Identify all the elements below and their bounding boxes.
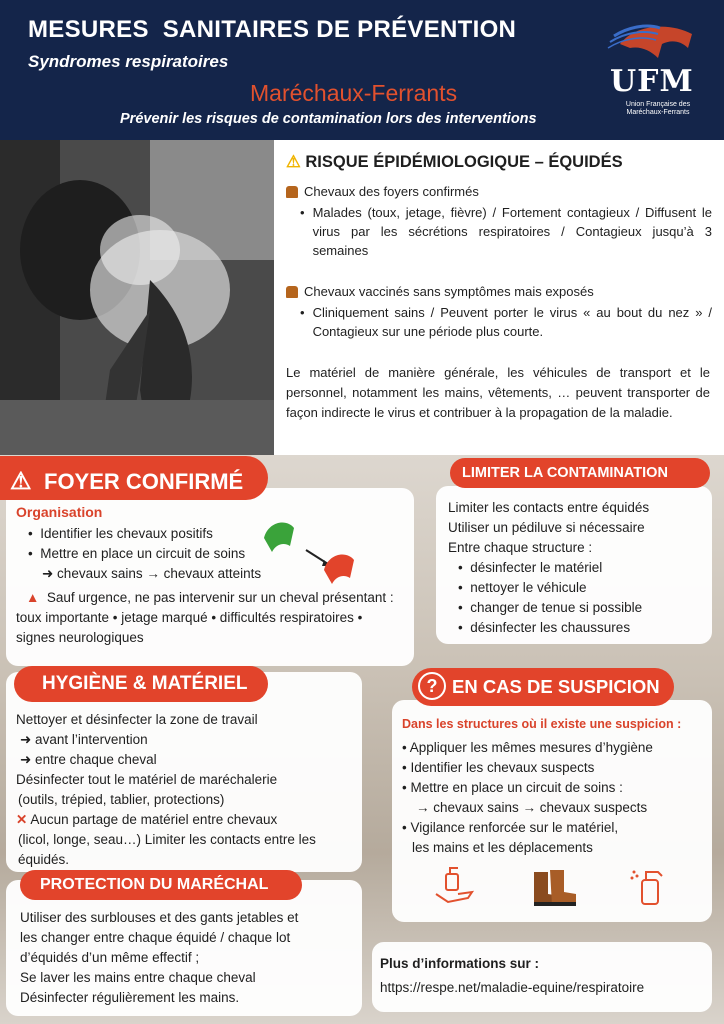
warning-icon: ▲	[26, 590, 40, 605]
warning-icon: ⚠	[286, 153, 301, 171]
text-line: Utiliser un pédiluve si nécessaire	[448, 520, 645, 535]
info-link[interactable]: https://respe.net/maladie-equine/respiratoire	[380, 980, 645, 995]
foyer-card	[6, 488, 414, 666]
foyer-banner: ⚠ FOYER CONFIRMÉ	[0, 456, 268, 500]
boots-icon	[530, 866, 578, 910]
text-line: Nettoyer et désinfecter la zone de travail	[16, 712, 258, 727]
suspicion-intro: Dans les structures où il existe une suspicion :	[402, 717, 682, 731]
hygiene-banner: HYGIÈNE & MATÉRIEL	[14, 666, 268, 702]
spray-bottle-icon	[628, 864, 672, 908]
list-item: • Identifier les chevaux positifs	[28, 526, 213, 541]
list-item: • Mettre en place un circuit de soins	[28, 546, 246, 561]
text-line: ✕ Aucun partage de matériel entre chevaux	[16, 812, 278, 827]
risk-group-vaccinated: Chevaux vaccinés sans symptômes mais exposés • Cliniquement sains / Peuvent porter le virus « au bout du nez » / Contagieux sur une période plus courte.	[286, 284, 712, 341]
header-banner	[0, 0, 724, 140]
info-card	[372, 942, 712, 1012]
warning-icon: ⚠	[10, 468, 32, 495]
group-item: Cliniquement sains / Peuvent porter le virus « au bout du nez » / Contagieux sur une période plus courte.	[312, 305, 712, 339]
text-line: (outils, trépied, tablier, protections)	[18, 792, 225, 807]
group-heading: Chevaux des foyers confirmés	[304, 184, 479, 199]
list-item: • changer de tenue si possible	[458, 600, 643, 615]
circuit-line: → chevaux sains → chevaux suspects	[416, 800, 648, 815]
text-line: Utiliser des surblouses et des gants jetables et	[20, 910, 299, 925]
text-line: ➜ avant l’intervention	[20, 732, 148, 747]
text-line: Désinfecter régulièrement les mains.	[20, 990, 240, 1005]
list-item: • Mettre en place un circuit de soins :	[402, 780, 623, 795]
hand-wash-icon	[428, 864, 478, 910]
question-icon: ?	[418, 672, 446, 700]
group-heading: Chevaux vaccinés sans symptômes mais exposés	[304, 284, 594, 299]
warning-text: ▲ Sauf urgence, ne pas intervenir sur un cheval présentant : toux importante • jetage marqué • difficultés respiratoires • signes neurologiques	[16, 590, 394, 645]
list-item: • Vigilance renforcée sur le matériel,	[402, 820, 619, 835]
suspicion-card	[392, 700, 712, 922]
page-title: MESURES SANITAIRES DE PRÉVENTION	[28, 16, 517, 43]
risk-group-confirmed: Chevaux des foyers confirmés • Malades (toux, jetage, fièvre) / Fortement contagieux / Diffusent le virus par les sécrétions respiratoires / Contagieux jusqu’à 3 semaines	[286, 184, 712, 260]
protection-banner: PROTECTION DU MARÉCHAL	[20, 870, 302, 900]
risk-panel	[274, 140, 724, 455]
risk-title-text: RISQUE ÉPIDÉMIOLOGIQUE – ÉQUIDÉS	[305, 153, 623, 171]
text-line: les mains et les déplacements	[412, 840, 593, 855]
hoof-icon	[286, 286, 298, 298]
text-line: (licol, longe, seau…) Limiter les contacts entre les équidés.	[18, 832, 316, 867]
circuit-line: ➜ chevaux sains → chevaux atteints	[42, 566, 262, 581]
list-item: • nettoyer le véhicule	[458, 580, 587, 595]
text-line: Limiter les contacts entre équidés	[448, 500, 650, 515]
text-line: les changer entre chaque équidé / chaque lot	[20, 930, 291, 945]
logo-caption: Union Française des Maréchaux-Ferrants	[625, 101, 691, 116]
text-line: d’équidés d’un même effectif ;	[20, 950, 200, 965]
text-line: Se laver les mains entre chaque cheval	[20, 970, 256, 985]
list-item: • Identifier les chevaux suspects	[402, 760, 595, 775]
horses-circuit-icon	[254, 508, 364, 588]
group-item: Malades (toux, jetage, fièvre) / Fortement contagieux / Diffusent le virus par les sécrétions respiratoires / Contagieux jusqu’à 3 semaines	[312, 205, 712, 258]
text-line: Désinfecter tout le matériel de maréchalerie	[16, 772, 278, 787]
farrier-photo	[0, 140, 274, 455]
list-item: • désinfecter les chaussures	[458, 620, 631, 635]
limiter-banner: LIMITER LA CONTAMINATION	[450, 458, 710, 488]
text-line: ➜ entre chaque cheval	[20, 752, 157, 767]
limiter-card	[436, 486, 712, 644]
organisation-heading: Organisation	[16, 504, 103, 520]
list-item: • désinfecter le matériel	[458, 560, 603, 575]
hoof-icon	[286, 186, 298, 198]
risk-paragraph: Le matériel de manière générale, les véhicules de transport et le personnel, notamment les mains, vêtements, … peuvent transporter de façon indirecte le virus et contribuer à la propagation de la maladie.	[286, 365, 710, 420]
tagline: Prévenir les risques de contamination lors des interventions	[120, 111, 537, 127]
cross-icon: ✕	[16, 812, 28, 827]
logo-text: UFM	[610, 64, 694, 99]
suspicion-banner: EN CAS DE SUSPICION ?	[412, 668, 674, 706]
info-title: Plus d’informations sur :	[380, 956, 540, 971]
protection-card	[6, 880, 362, 1016]
list-item: • Appliquer les mêmes mesures d’hygiène	[402, 740, 653, 755]
hygiene-card	[6, 672, 362, 872]
page-subtitle: Syndromes respiratoires	[28, 52, 229, 71]
risk-title	[286, 152, 712, 172]
text-line: Entre chaque structure :	[448, 540, 593, 555]
audience-label: Maréchaux-Ferrants	[250, 80, 458, 106]
